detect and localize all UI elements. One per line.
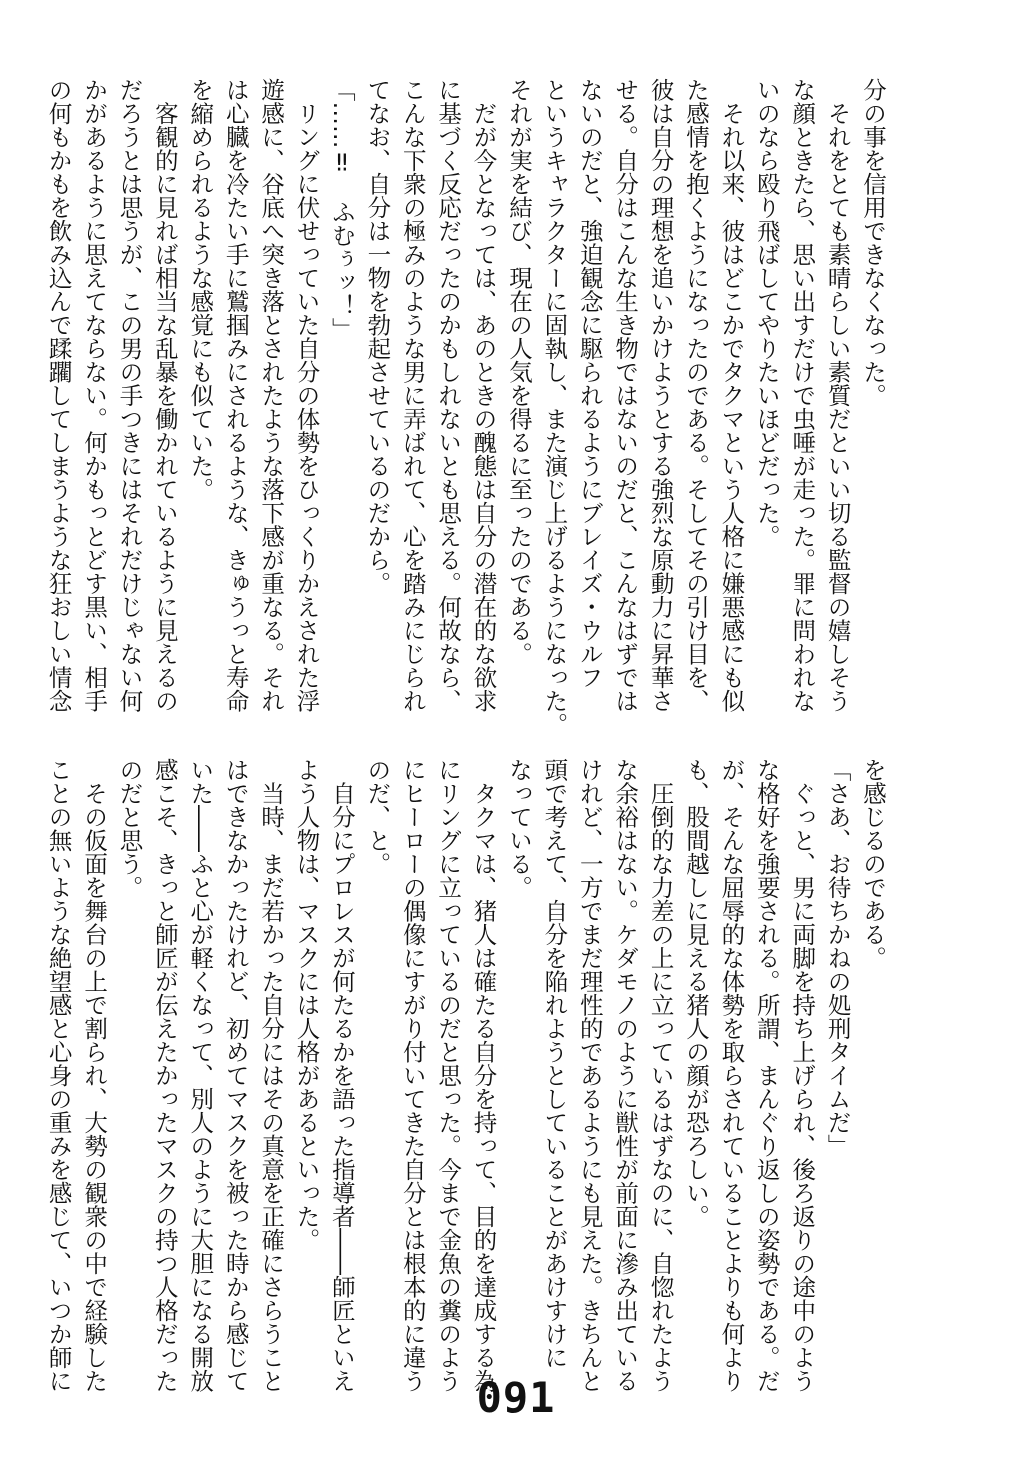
page-number: 091	[476, 1373, 556, 1422]
text-block-bottom: を感じるのである。 「さあ、お待ちかねの処刑タイムだ」 ぐっと、男に両脚を持ち上げられ、後ろ返りの途中のよう な格好を強要される。所謂、まんぐり返しの姿勢である。だ が、そんな屈辱的な体勢を取らされていることよりも何より も、股間越しに見える猪人の顔が恐ろしい。 圧倒的な力差の上に立っているはずなのに、自惚れたよう な余裕はない。ケダモノのように獣性が前面に滲み出ている けれど、一方でまだ理性的であるようにも見えた。きちんと 頭で考えて、自分を陥れようとしていることがあけすけに なっている。 タクマは、猪人は確たる自分を持って、目的を達成する為 にリングに立っているのだと思った。今まで金魚の糞のよう にヒーローの偶像にすがり付いてきた自分とは根本的に違う のだ、と。 自分にプロレスが何たるかを語った指導者――師匠といえ よう人物は、マスクには人格があるといった。 当時、まだ若かった自分にはその真意を正確にさらうこと はできなかったけれど、初めてマスクを被った時から感じて いた――ふと心が軽くなって、別人のように大胆になる開放 感こそ、きっと師匠が伝えたかったマスクの持つ人格だった のだと思う。 その仮面を舞台の上で割られ、大勢の観衆の中で経験した ことの無いような絶望感と心身の重みを感じて、いつか師に	[44, 758, 887, 1393]
text-block-top: 分の事を信用できなくなった。 それをとても素晴らしい素質だといい切る監督の嬉しそう な顔ときたら、思い出すだけで虫唾が走った。罪に問われな いのなら殴り飛ばしてやりたいほどだった。 それ以来、彼はどこかでタクマという人格に嫌悪感にも似 た感情を抱くようになったのである。そしてその引け目を、 彼は自分の理想を追いかけようとする強烈な原動力に昇華さ せる。自分はこんな生き物ではないのだと、こんなはずでは ないのだと、強迫観念に駆られるようにブレイズ・ウルフ というキャラクターに固執し、また演じ上げるようになった。 それが実を結び、現在の人気を得るに至ったのである。 だが今となっては、あのときの醜態は自分の潜在的な欲求 に基づく反応だったのかもしれないとも思える。何故なら、 こんな下衆の極みのような男に弄ばれて、心を踏みにじられ てなお、自分は一物を勃起させているのだから。 「……‼ ふむぅッ！」 リングに伏せっていた自分の体勢をひっくりかえされた浮 遊感に、谷底へ突き落とされたような落下感が重なる。それ は心臓を冷たい手に鷲掴みにされるような、きゅうっと寿命 を縮められるような感覚にも似ていた。 客観的に見れば相当な乱暴を働かれているように見えるの だろうとは思うが、この男の手つきにはそれだけじゃない何 かがあるように思えてならない。何かもっとどす黒い、相手 の何もかもを飲み込んで蹂躙してしまうような狂おしい情念	[44, 78, 887, 736]
